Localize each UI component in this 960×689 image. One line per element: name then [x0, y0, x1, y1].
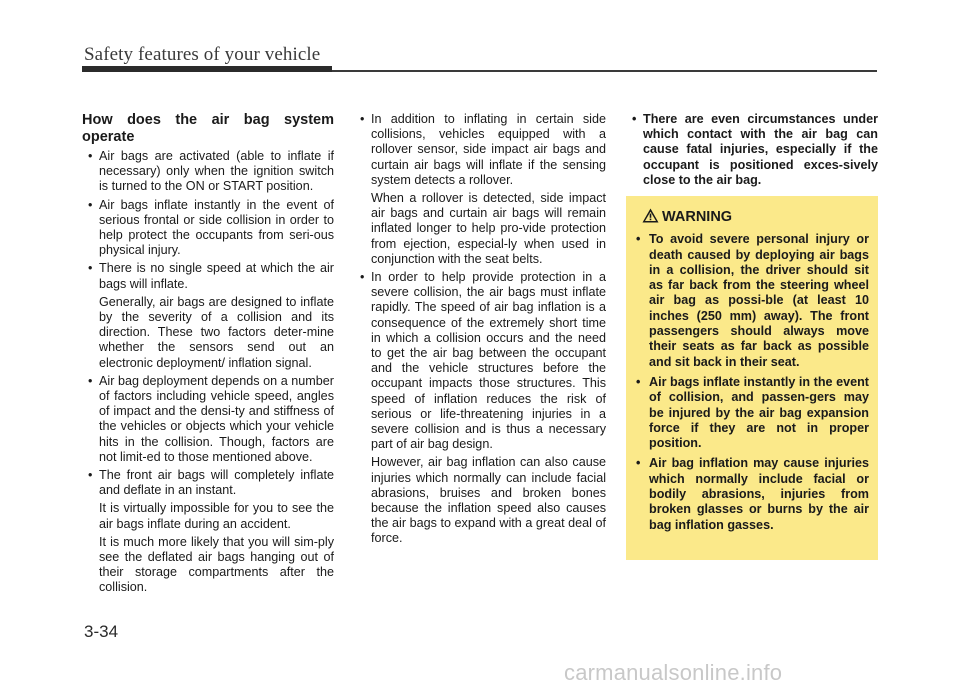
header-accent-bar [82, 66, 332, 72]
paragraph: It is virtually impossible for you to see the air bags inflate during an accident. [99, 501, 334, 531]
section-heading: How does the air bag system operate [82, 112, 334, 145]
list-item: • Air bags are activated (able to inflate if necessary) only when the ignition switch is turned to the ON or START position. [82, 149, 334, 195]
warning-title: WARNING [662, 209, 733, 225]
header-rule-line [332, 70, 877, 72]
list-item: • In order to help provide protection in a severe collision, the air bags must inflate rapidly. The speed of air bag inflation is a consequence of the extremely short time in which a collision occurs and the need to get the air bag between the occupant and the vehicle structures before the occupant impacts those structures. This speed of inflation reduces the risk of serious or life-threatening injuries in a severe collision and is thus a necessary part of air bag design. [354, 270, 606, 452]
warning-item: • To avoid severe personal injury or death caused by deploying air bags in a collision, the driver should sit as far back from the steering wheel air bag as possi-ble (at least 10 inches (250 mm) away). The front passengers should always move their seats as far back as possible and sit back in their seat. [635, 232, 869, 370]
warning-item: • Air bags inflate instantly in the event of collision, and passen-gers may be injured by the air bag expansion force if they are not in proper position. [635, 375, 869, 451]
bullet-list [626, 112, 878, 188]
column-middle [354, 112, 606, 550]
list-item: • The front air bags will completely inflate and deflate in an instant. [82, 468, 334, 498]
bullet-list [82, 149, 334, 292]
paragraph: When a rollover is detected, side impact air bags and curtain air bags will remain inflated longer to help pro-vide protection from ejection, especial-ly when used in conjunction with the seat belts. [371, 191, 606, 266]
page-header-title: Safety features of your vehicle [84, 44, 321, 65]
warning-box [626, 196, 878, 560]
list-item: • Air bag deployment depends on a number of factors including vehicle speed, angles of impact and the densi-ty and stiffness of the vehicles or objects which your vehicle hits in the collision. Though, factors are not limit-ed to those mentioned above. [82, 374, 334, 465]
warning-list [635, 232, 869, 533]
paragraph: It is much more likely that you will sim-ply see the deflated air bags hanging out of their storage compartments after the collision. [99, 534, 334, 595]
watermark-text: carmanualsonline.info [564, 660, 783, 685]
warning-header [642, 208, 869, 227]
page-number: 3-34 [84, 622, 119, 641]
bullet-list [354, 270, 606, 452]
column-right [626, 112, 878, 191]
bullet-list [354, 112, 606, 188]
list-item: • Air bags inflate instantly in the event of serious frontal or side collision in order to help protect the occupants from seri-ous physical injury. [82, 198, 334, 259]
bullet-list [82, 374, 334, 499]
column-left [82, 112, 334, 599]
list-item: • In addition to inflating in certain side collisions, vehicles equipped with a rollover sensor, side impact air bags and curtain air bags will inflate if the sensing system detects a rollover. [354, 112, 606, 188]
list-item: • There are even circumstances under which contact with the air bag can cause fatal injuries, especially if the occupant is positioned exces-sively close to the air bag. [626, 112, 878, 188]
list-item: • There is no single speed at which the air bags will inflate. [82, 261, 334, 291]
warning-triangle-icon [642, 208, 659, 227]
warning-item: • Air bag inflation may cause injuries which normally include facial or bodily abrasions, injuries from broken glasses or burns by the air bag inflation gasses. [635, 456, 869, 532]
paragraph: However, air bag inflation can also cause injuries which normally can include facial abrasions, bruises and broken bones because the inflation speed also causes the air bags to expand with a great deal of force. [371, 455, 606, 546]
paragraph: Generally, air bags are designed to inflate by the severity of a collision and its direction. These two factors deter-mine whether the sensors send out an electronic deployment/ inflation signal. [99, 294, 334, 370]
